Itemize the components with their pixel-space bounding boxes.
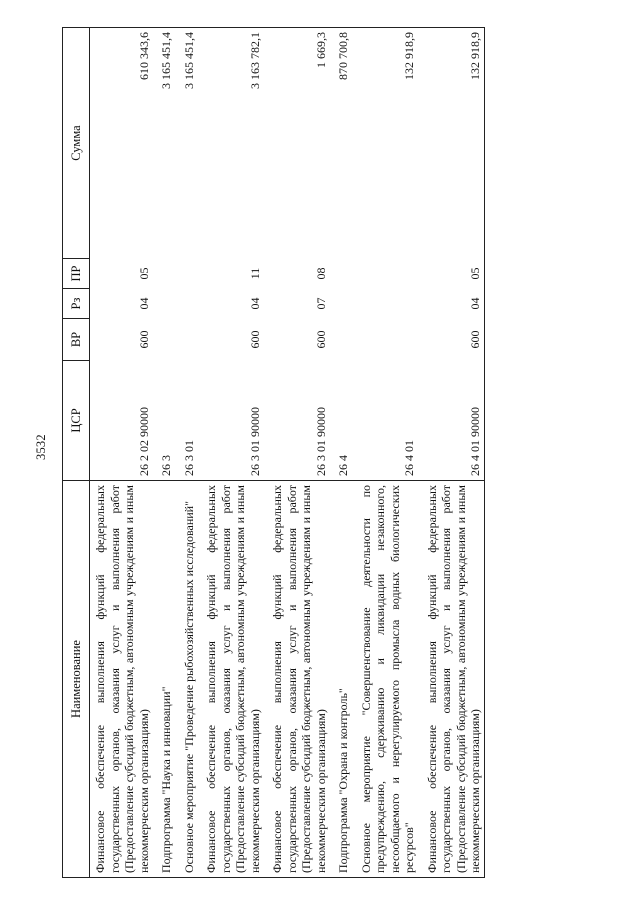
row-vr: [152, 319, 175, 361]
header-sum: Сумма: [63, 28, 90, 259]
budget-table: [62, 27, 485, 878]
table-row: [329, 28, 352, 878]
row-pr: 05: [136, 267, 151, 280]
row-pr: [175, 259, 198, 289]
row-rz: [329, 289, 352, 319]
row-name: Подпрограмма "Наука и инновации": [152, 481, 175, 878]
row-name: Основное мероприятие "Проведение рыбохозяйственных исследований": [175, 481, 198, 878]
row-name: Финансовое обеспечение выполнения функций федеральных государственных органов, оказания услуг и выполнения работ (Предоставление субсидий бюджетным, автономным учреждениям и иным некоммерческим организациям): [197, 481, 263, 878]
row-csr: 26 3: [159, 455, 173, 476]
row-vr: 600: [418, 319, 485, 361]
table-row: [175, 28, 198, 878]
header-vr: ВР: [63, 319, 90, 361]
row-sum: 3 165 451,4: [175, 28, 198, 259]
row-vr: [352, 319, 418, 361]
row-sum: 1 669,3: [263, 28, 329, 259]
row-rz: 04: [136, 297, 151, 310]
row-name: Основное мероприятие "Совершенствование деятельности по предупреждению, сдерживанию и ликвидации незаконного, несообщаемого и нерегулируемого промысла водных биологических ресурсов": [352, 481, 418, 878]
row-rz: 04: [418, 289, 485, 319]
page-number: 3532: [34, 434, 48, 460]
row-name: Финансовое обеспечение выполнения функций федеральных государственных органов, оказания услуг и выполнения работ (Предоставление субсидий бюджетным, автономным учреждениям и иным некоммерческим организациям): [418, 481, 485, 878]
row-csr: 26 4: [336, 455, 350, 476]
row-rz: 07: [313, 297, 328, 310]
row-sum: 870 700,8: [329, 28, 352, 259]
table-row: [90, 28, 153, 878]
row-sum: 3 165 451,4: [152, 28, 175, 259]
row-rz: [175, 289, 198, 319]
table-row: [197, 28, 263, 878]
row-vr: 600: [313, 330, 328, 349]
row-pr: 11: [247, 267, 262, 280]
row-csr: 26 3 01: [181, 440, 196, 476]
row-sum: 132 918,9: [418, 28, 485, 259]
row-rz: [152, 289, 175, 319]
row-sum: 132 918,9: [352, 28, 418, 259]
row-csr: 26 2 02 90000: [136, 407, 151, 476]
row-vr: 600: [247, 330, 262, 349]
row-name: Финансовое обеспечение выполнения функций федеральных государственных органов, оказания услуг и выполнения работ (Предоставление субсидий бюджетным, автономным учреждениям и иным некоммерческим организациям): [263, 481, 329, 878]
row-sum: 610 343,6: [90, 28, 153, 259]
header-pr: ПР: [63, 259, 90, 289]
row-csr: 26 4 01 90000: [418, 361, 485, 481]
header-csr: ЦСР: [63, 361, 90, 481]
table-header-row: [63, 28, 90, 878]
row-vr: [329, 319, 352, 361]
table-row: [263, 28, 329, 878]
header-name: Наименование: [63, 481, 90, 878]
row-rz: 04: [247, 297, 262, 310]
row-pr: [352, 259, 418, 289]
row-csr: 26 3 01 90000: [313, 407, 328, 476]
row-vr: [175, 319, 198, 361]
row-csr: 26 3 01 90000: [247, 407, 262, 476]
budget-table-container: [62, 28, 582, 878]
row-pr: [329, 259, 352, 289]
row-pr: [152, 259, 175, 289]
row-sum: 3 163 782,1: [197, 28, 263, 259]
row-pr: 05: [418, 259, 485, 289]
table-row: [352, 28, 418, 878]
row-csr: 26 4 01: [402, 440, 416, 476]
row-name: Финансовое обеспечение выполнения функций федеральных государственных органов, оказания услуг и выполнения работ (Предоставление субсидий бюджетным, автономным учреждениям и иным некоммерческим организациям): [90, 481, 153, 878]
row-vr: 600: [136, 330, 151, 349]
table-row: [418, 28, 485, 878]
row-pr: 08: [313, 267, 328, 280]
row-rz: [352, 289, 418, 319]
header-rz: Рз: [63, 289, 90, 319]
table-row: [152, 28, 175, 878]
row-name: Подпрограмма "Охрана и контроль": [329, 481, 352, 878]
